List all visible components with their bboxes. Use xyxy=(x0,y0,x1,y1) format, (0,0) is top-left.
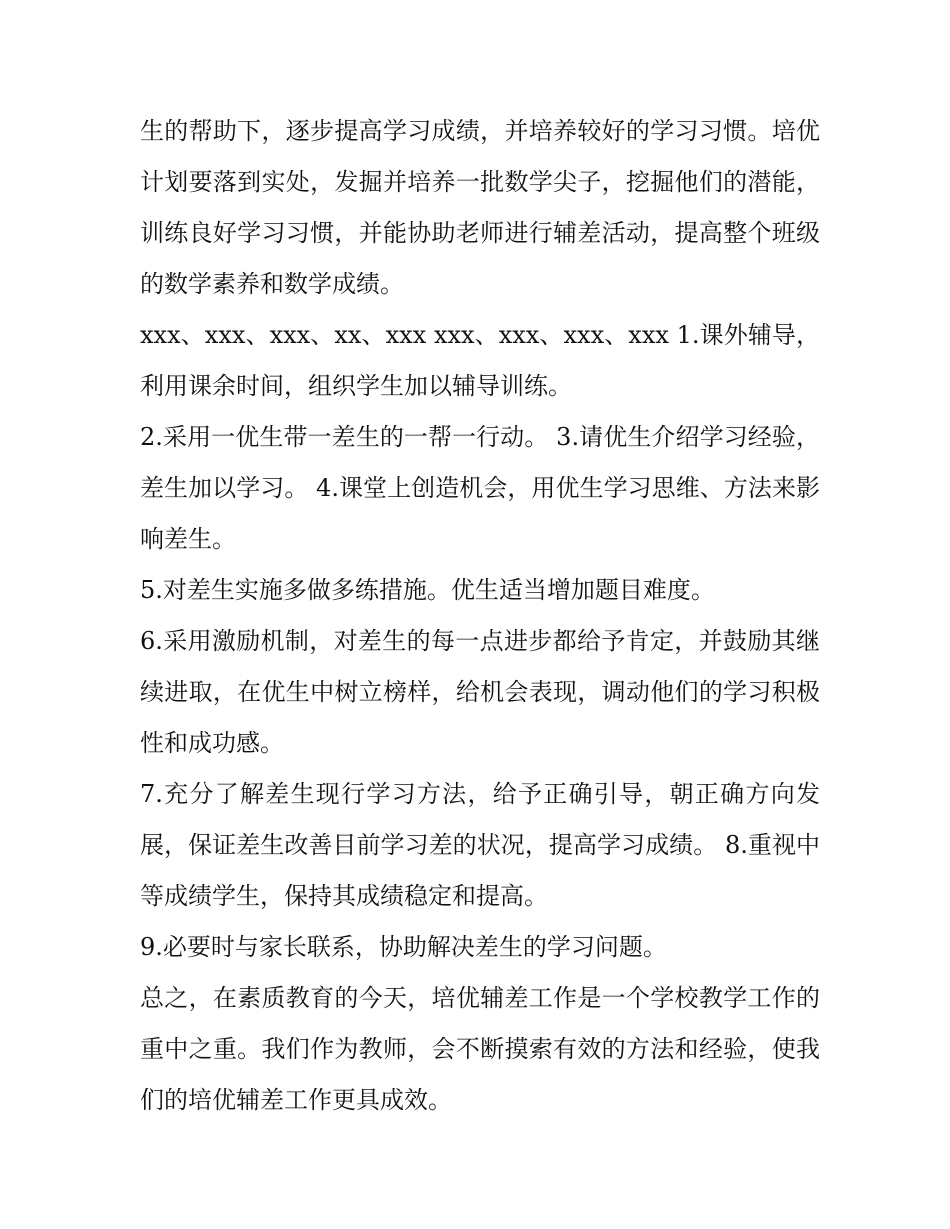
paragraph-measure-6: 6.采用激励机制，对差生的每一点进步都给予肯定，并鼓励其继续进取，在优生中树立榜样，给机会表现，调动他们的学习积极性和成功感。 xyxy=(140,627,820,757)
paragraph-measure-5: 5.对差生实施多做多练措施。优生适当增加题目难度。 xyxy=(140,576,715,604)
paragraph-measures-7-8: 7.充分了解差生现行学习方法，给予正确引导，朝正确方向发展，保证差生改善目前学习差的状况，提高学习成绩。 8.重视中等成绩学生，保持其成绩稳定和提高。 xyxy=(140,780,820,910)
paragraph-measure-9: 9.必要时与家长联系，协助解决差生的学习问题。 xyxy=(140,933,667,961)
paragraph-intro: 生的帮助下，逐步提高学习成绩，并培养较好的学习习惯。培优计划要落到实处，发掘并培养一批数学尖子，挖掘他们的潜能，训练良好学习习惯，并能协助老师进行辅差活动，提高整个班级的数学素养和数学成绩。 xyxy=(140,117,820,298)
document-body xyxy=(140,106,820,1126)
paragraph-measures-2-4: 2.采用一优生带一差生的一帮一行动。 3.请优生介绍学习经验，差生加以学习。 4.课堂上创造机会，用优生学习思维、方法来影响差生。 xyxy=(140,423,820,553)
paragraph-conclusion: 总之，在素质教育的今天，培优辅差工作是一个学校教学工作的重中之重。我们作为教师，会不断摸索有效的方法和经验，使我们的培优辅差工作更具成效。 xyxy=(140,984,820,1114)
paragraph-students-and-measure-1: xxx、xxx、xxx、xx、xxx xxx、xxx、xxx、xxx 1.课外辅导，利用课余时间，组织学生加以辅导训练。 xyxy=(140,321,820,400)
